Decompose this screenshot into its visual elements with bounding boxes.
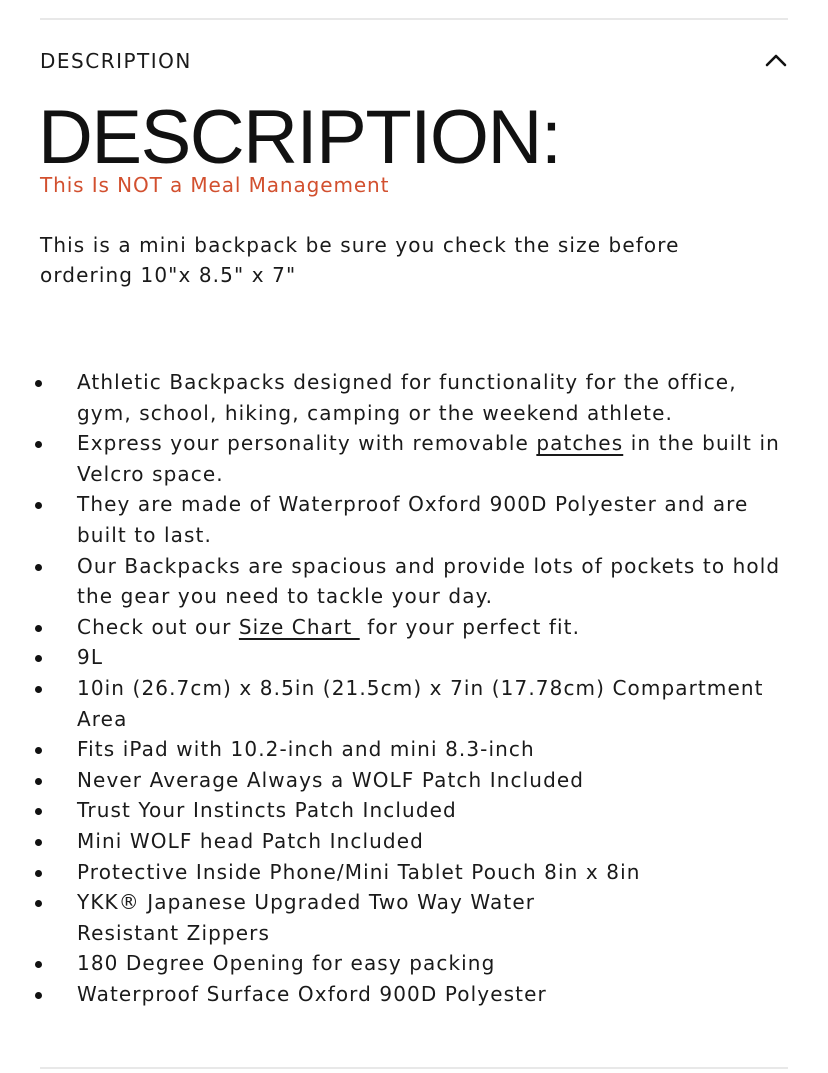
feature-item: Our Backpacks are spacious and provide lots of pockets to hold the gear you need to tackle your day. xyxy=(40,551,790,612)
accordion-title: DESCRIPTION xyxy=(40,49,192,73)
feature-item: Athletic Backpacks designed for functionality for the office, gym, school, hiking, camping or the weekend athlete. xyxy=(40,367,790,428)
feature-item: Protective Inside Phone/Mini Tablet Pouch 8in x 8in xyxy=(40,857,790,888)
description-heading: DESCRIPTION: xyxy=(38,95,561,180)
subtitle-notice: This Is NOT a Meal Management xyxy=(40,173,390,197)
feature-item: Fits iPad with 10.2-inch and mini 8.3-inch xyxy=(40,734,790,765)
feature-item: 180 Degree Opening for easy packing xyxy=(40,948,790,979)
feature-item: 9L xyxy=(40,642,790,673)
top-divider xyxy=(40,18,788,20)
patches-link[interactable]: patches xyxy=(536,431,624,456)
feature-item: Mini WOLF head Patch Included xyxy=(40,826,790,857)
intro-text: This is a mini backpack be sure you check the size before ordering 10"x 8.5" x 7" xyxy=(40,233,680,287)
feature-item: YKK® Japanese Upgraded Two Way Water Resistant Zippers xyxy=(40,887,617,948)
description-accordion-toggle[interactable] xyxy=(40,42,788,80)
size-chart-link[interactable]: Size Chart xyxy=(238,614,360,639)
feature-item: They are made of Waterproof Oxford 900D Polyester and are built to last. xyxy=(40,489,790,550)
feature-item: Check out our Size Chart for your perfect fit. xyxy=(40,612,790,643)
feature-item: 10in (26.7cm) x 8.5in (21.5cm) x 7in (17.78cm) Compartment Area xyxy=(40,673,790,734)
chevron-up-icon[interactable] xyxy=(764,49,788,73)
feature-list xyxy=(40,367,790,1009)
bottom-divider xyxy=(40,1067,788,1069)
feature-item: Trust Your Instincts Patch Included xyxy=(40,795,790,826)
feature-item: Express your personality with removable patches in the built in Velcro space. xyxy=(40,428,790,489)
feature-item: Waterproof Surface Oxford 900D Polyester xyxy=(40,979,790,1010)
feature-item: Never Average Always a WOLF Patch Included xyxy=(40,765,790,796)
